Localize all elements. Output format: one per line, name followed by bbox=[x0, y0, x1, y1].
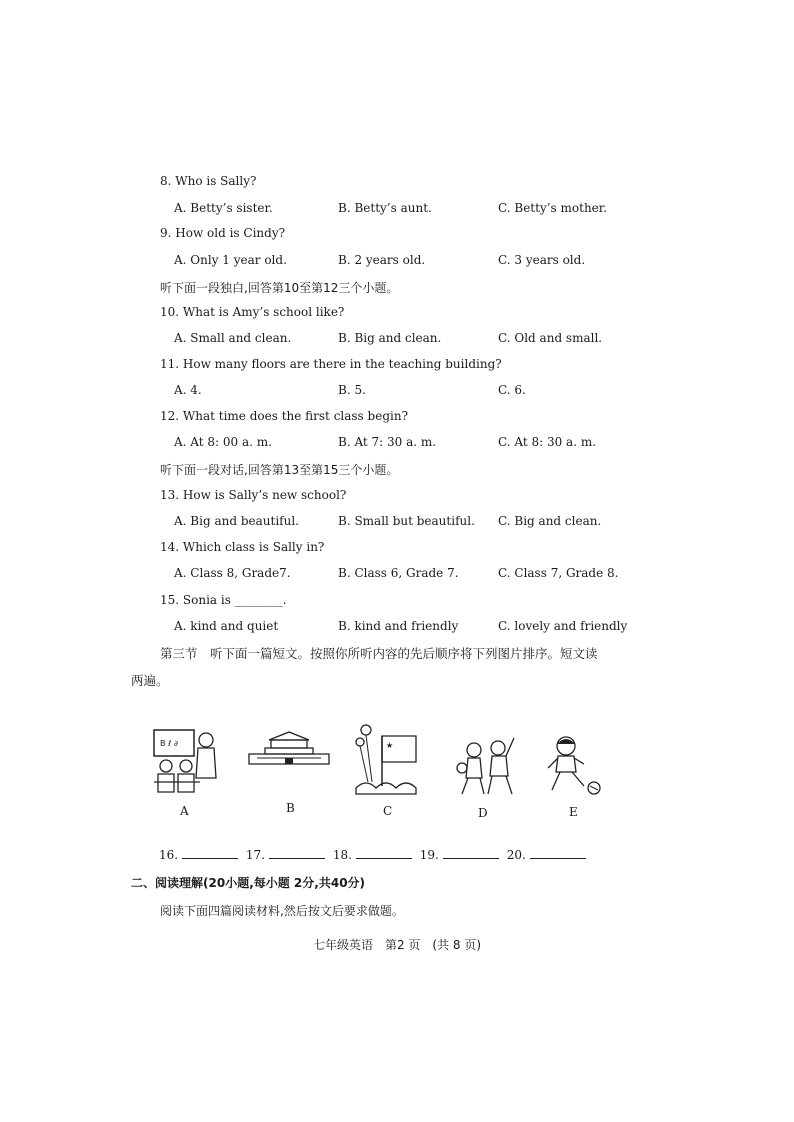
picture-label-c: C bbox=[383, 804, 393, 818]
question-13-stem: 13. How is Sally’s new school? bbox=[160, 488, 347, 502]
answer-blank-17[interactable] bbox=[269, 848, 325, 859]
monologue-instruction: 听下面一段独白,回答第10至第12三个小题。 bbox=[160, 281, 399, 295]
question-15-stem: 15. Sonia is ________. bbox=[160, 593, 287, 607]
picture-label-a: A bbox=[180, 804, 189, 818]
svg-text:★: ★ bbox=[386, 741, 394, 750]
question-15-option-a: A. kind and quiet bbox=[174, 619, 279, 633]
answer-number-16: 16. bbox=[159, 848, 179, 862]
svg-text:B ℓ ∂: B ℓ ∂ bbox=[160, 739, 179, 748]
question-9-option-a: A. Only 1 year old. bbox=[174, 253, 287, 267]
part2-heading-row bbox=[131, 874, 365, 891]
question-14-option-b: B. Class 6, Grade 7. bbox=[338, 566, 459, 580]
picture-d-basketball bbox=[454, 736, 520, 800]
question-9-stem: 9. How old is Cindy? bbox=[160, 226, 286, 240]
answer-blank-16[interactable] bbox=[182, 848, 238, 859]
question-8-stem: 8. Who is Sally? bbox=[160, 174, 257, 188]
question-9-option-b: B. 2 years old. bbox=[338, 253, 426, 267]
question-8-option-a: A. Betty’s sister. bbox=[174, 201, 273, 215]
picture-label-d: D bbox=[478, 806, 488, 820]
picture-e-football bbox=[544, 734, 606, 796]
answer-blanks-row bbox=[159, 848, 590, 862]
question-13-option-a: A. Big and beautiful. bbox=[174, 514, 299, 528]
picture-a-classroom bbox=[150, 726, 226, 796]
question-9-option-c: C. 3 years old. bbox=[498, 253, 586, 267]
question-12-option-b: B. At 7: 30 a. m. bbox=[338, 435, 437, 449]
picture-c-flag bbox=[354, 722, 420, 798]
answer-number-20: 20. bbox=[506, 848, 526, 862]
question-10-option-a: A. Small and clean. bbox=[174, 331, 292, 345]
answer-number-19: 19. bbox=[419, 848, 439, 862]
answer-blank-19[interactable] bbox=[443, 848, 499, 859]
section3-instruction-line1: 第三节 听下面一篇短文。按照你所听内容的先后顺序将下列图片排序。短文读 bbox=[160, 646, 598, 661]
part2-heading: 二、阅读理解 bbox=[131, 876, 204, 890]
question-12-option-c: C. At 8: 30 a. m. bbox=[498, 435, 597, 449]
question-11-option-a: A. 4. bbox=[174, 383, 202, 397]
dialogue-instruction: 听下面一段对话,回答第13至第15三个小题。 bbox=[160, 463, 399, 477]
question-13-option-b: B. Small but beautiful. bbox=[338, 514, 475, 528]
question-13-option-c: C. Big and clean. bbox=[498, 514, 602, 528]
picture-label-e: E bbox=[569, 805, 578, 819]
part2-heading-note: (20小题,每小题 2分,共40分) bbox=[203, 876, 366, 890]
question-14-stem: 14. Which class is Sally in? bbox=[160, 540, 325, 554]
question-11-option-c: C. 6. bbox=[498, 383, 526, 397]
answer-number-18: 18. bbox=[332, 848, 352, 862]
question-14-option-a: A. Class 8, Grade7. bbox=[174, 566, 291, 580]
question-10-option-c: C. Old and small. bbox=[498, 331, 603, 345]
question-8-option-b: B. Betty’s aunt. bbox=[338, 201, 432, 215]
question-11-stem: 11. How many floors are there in the teaching building? bbox=[160, 357, 502, 371]
question-15-option-c: C. lovely and friendly bbox=[498, 619, 628, 633]
answer-blank-18[interactable] bbox=[356, 848, 412, 859]
picture-b-tiananmen bbox=[247, 730, 331, 768]
question-10-stem: 10. What is Amy’s school like? bbox=[160, 305, 345, 319]
question-11-option-b: B. 5. bbox=[338, 383, 366, 397]
picture-label-b: B bbox=[286, 801, 295, 815]
question-15-option-b: B. kind and friendly bbox=[338, 619, 459, 633]
question-10-option-b: B. Big and clean. bbox=[338, 331, 442, 345]
answer-blank-20[interactable] bbox=[530, 848, 586, 859]
question-14-option-c: C. Class 7, Grade 8. bbox=[498, 566, 619, 580]
part2-instruction: 阅读下面四篇阅读材料,然后按文后要求做题。 bbox=[160, 904, 404, 918]
question-12-option-a: A. At 8: 00 a. m. bbox=[174, 435, 272, 449]
page-footer: 七年级英语 第2 页 (共 8 页) bbox=[312, 938, 482, 952]
answer-number-17: 17. bbox=[245, 848, 266, 862]
question-8-option-c: C. Betty’s mother. bbox=[498, 201, 608, 215]
section3-instruction-line2: 两遍。 bbox=[131, 673, 169, 688]
question-12-stem: 12. What time does the first class begin? bbox=[160, 409, 408, 423]
